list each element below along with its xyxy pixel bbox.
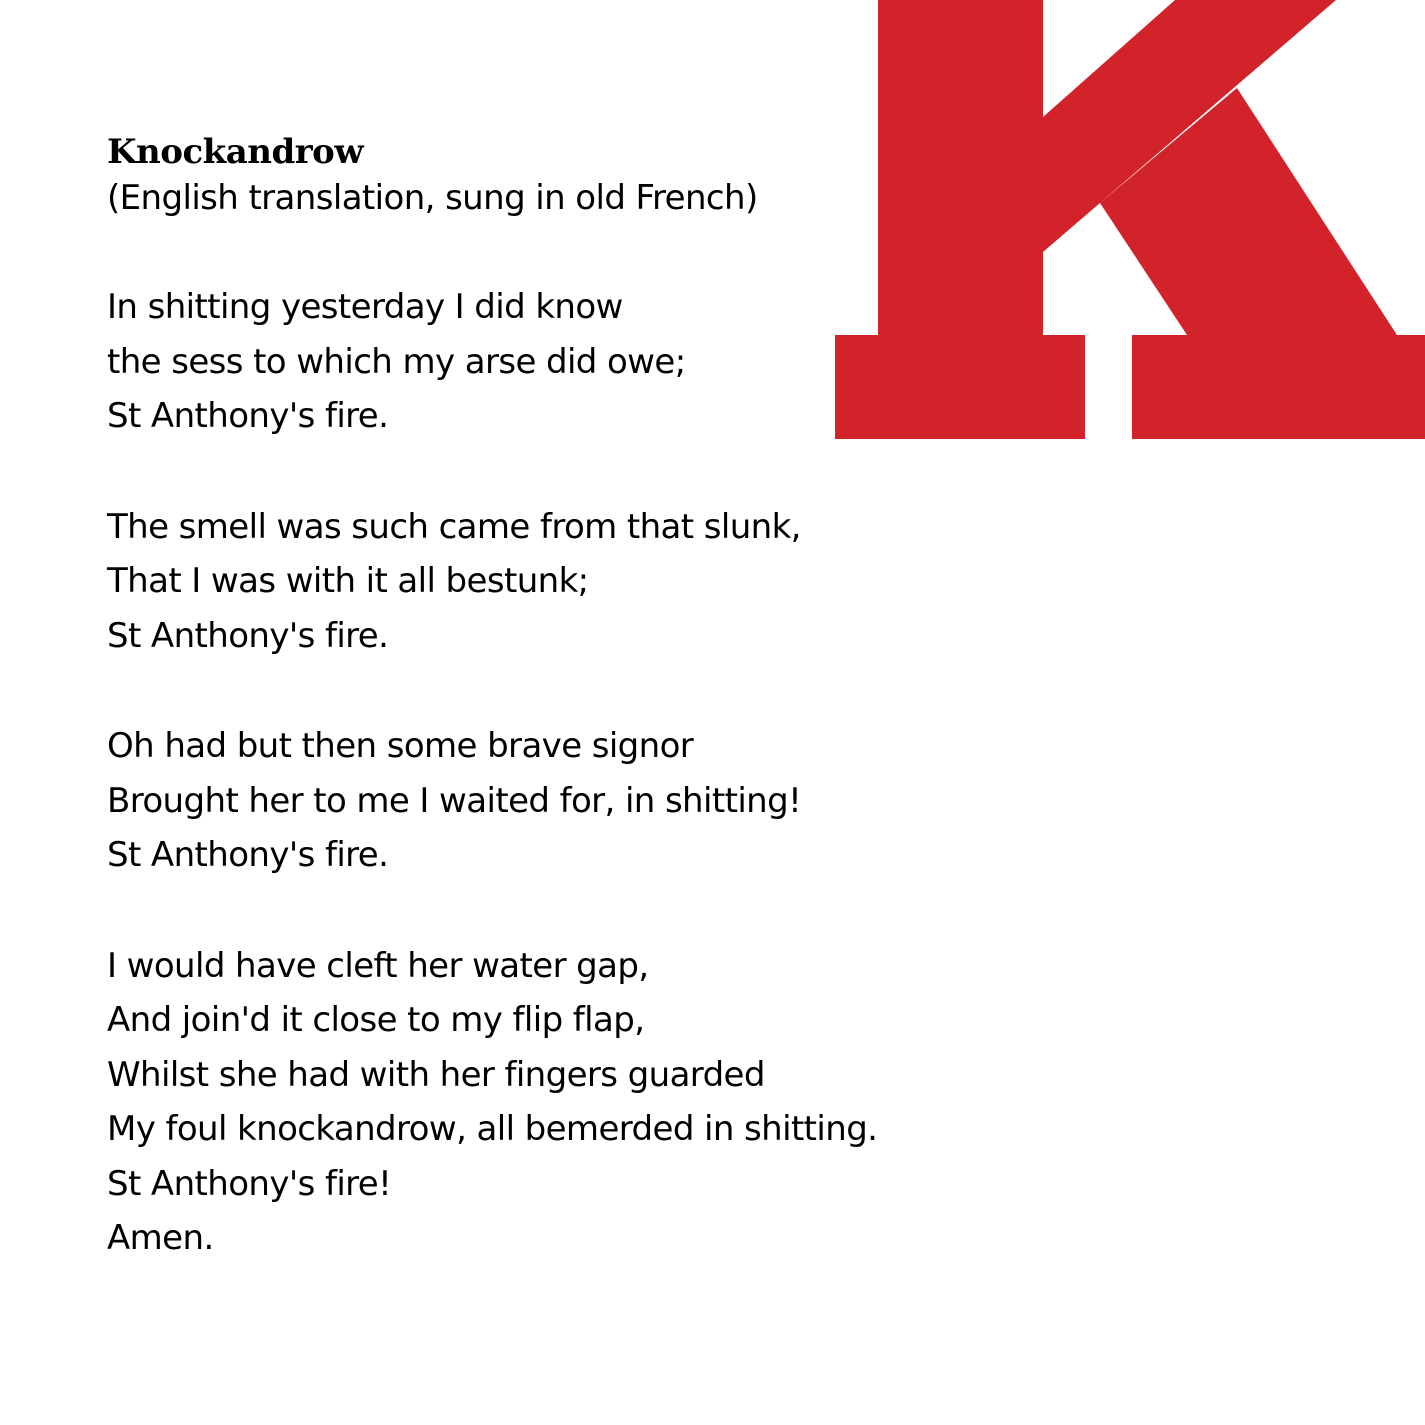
poem xyxy=(107,128,878,1266)
stanza-3 xyxy=(107,719,807,883)
poem-line: That I was with it all bestunk; xyxy=(107,561,589,601)
poem-line: St Anthony's fire! xyxy=(107,1163,392,1204)
poem-line: Amen. xyxy=(107,1218,214,1258)
poem-line: St Anthony's fire. xyxy=(107,615,389,656)
poem-title: Knockandrow xyxy=(107,132,364,172)
poem-line: The smell was such came from that slunk, xyxy=(107,506,801,547)
poem-line: Brought her to me I waited for, in shitting! xyxy=(107,780,802,821)
poem-line: Whilst she had with her fingers guarded xyxy=(107,1054,765,1095)
poem-line: I would have cleft her water gap, xyxy=(107,945,649,986)
poem-line: Oh had but then some brave signor xyxy=(107,726,694,766)
decorative-letter-k-icon xyxy=(835,0,1425,439)
poem-line: And join'd it close to my flip flap, xyxy=(107,1000,645,1040)
poem-subtitle: (English translation, sung in old French) xyxy=(107,178,758,218)
stanza-2 xyxy=(107,500,807,664)
poem-line: St Anthony's fire. xyxy=(107,396,389,436)
stanza-1 xyxy=(107,280,807,444)
stanza-4 xyxy=(107,939,878,1266)
poem-line: In shitting yesterday I did know xyxy=(107,287,623,327)
poem-line: St Anthony's fire. xyxy=(107,835,389,875)
poem-line: My foul knockandrow, all bemerded in shitting. xyxy=(107,1109,878,1149)
poem-line: the sess to which my arse did owe; xyxy=(107,341,686,382)
